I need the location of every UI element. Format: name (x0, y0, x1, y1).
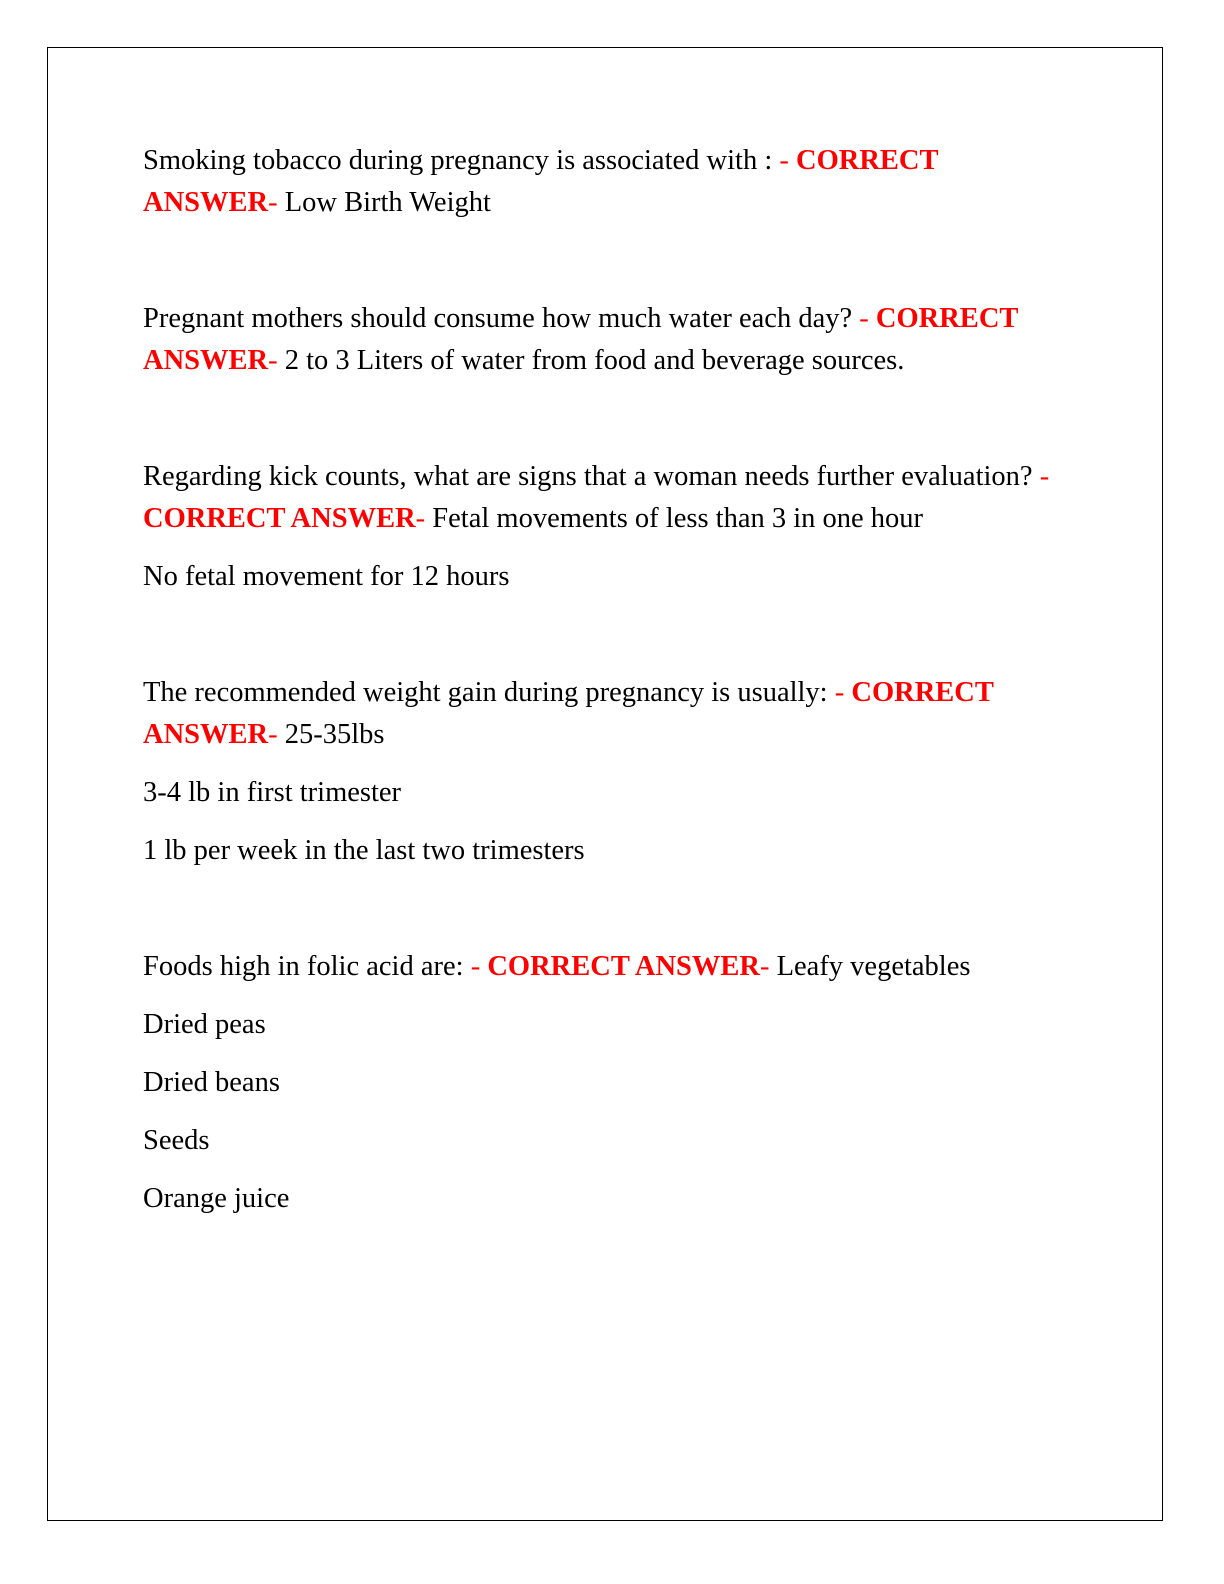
answer-extra-line: No fetal movement for 12 hours (143, 561, 510, 592)
answer-text: Low Birth Weight (277, 187, 491, 218)
answer-text: Fetal movements of less than 3 in one hour (425, 503, 924, 534)
correct-answer-marker: - CORRECT ANSWER- (470, 951, 770, 982)
answer-extra-line: Orange juice (143, 1183, 290, 1214)
qa-paragraph (143, 456, 1078, 540)
qa-paragraph (143, 140, 1078, 224)
answer-extra-line: Seeds (143, 1125, 210, 1156)
answer-text: 2 to 3 Liters of water from food and beverage sources. (277, 345, 905, 376)
correct-answer-marker: - CORRECT ANSWER- (143, 145, 938, 218)
correct-answer-marker: - CORRECT ANSWER- (143, 461, 1050, 534)
document-body (143, 140, 1078, 1294)
answer-extra-line: Dried peas (143, 1009, 266, 1040)
qa-item-3 (143, 456, 1078, 598)
qa-paragraph (143, 298, 1078, 382)
qa-item-1 (143, 140, 1078, 224)
question-text: The recommended weight gain during pregnancy is usually: (143, 677, 835, 708)
qa-item-4 (143, 672, 1078, 872)
question-text: Regarding kick counts, what are signs that a woman needs further evaluation? (143, 461, 1040, 492)
qa-item-2 (143, 298, 1078, 382)
qa-paragraph (143, 672, 1078, 756)
answer-text: Leafy vegetables (769, 951, 971, 982)
question-text: Foods high in folic acid are: (143, 951, 471, 982)
answer-extra-line: Dried beans (143, 1067, 280, 1098)
qa-item-5 (143, 946, 1078, 1220)
answer-extra-line: 3-4 lb in first trimester (143, 777, 402, 808)
answer-extra-line: 1 lb per week in the last two trimesters (143, 835, 585, 866)
question-text: Smoking tobacco during pregnancy is associated with : (143, 145, 780, 176)
correct-answer-marker: - CORRECT ANSWER- (143, 303, 1018, 376)
question-text: Pregnant mothers should consume how much water each day? (143, 303, 860, 334)
qa-paragraph (143, 946, 1078, 988)
answer-text: 25-35lbs (277, 719, 385, 750)
correct-answer-marker: - CORRECT ANSWER- (143, 677, 994, 750)
